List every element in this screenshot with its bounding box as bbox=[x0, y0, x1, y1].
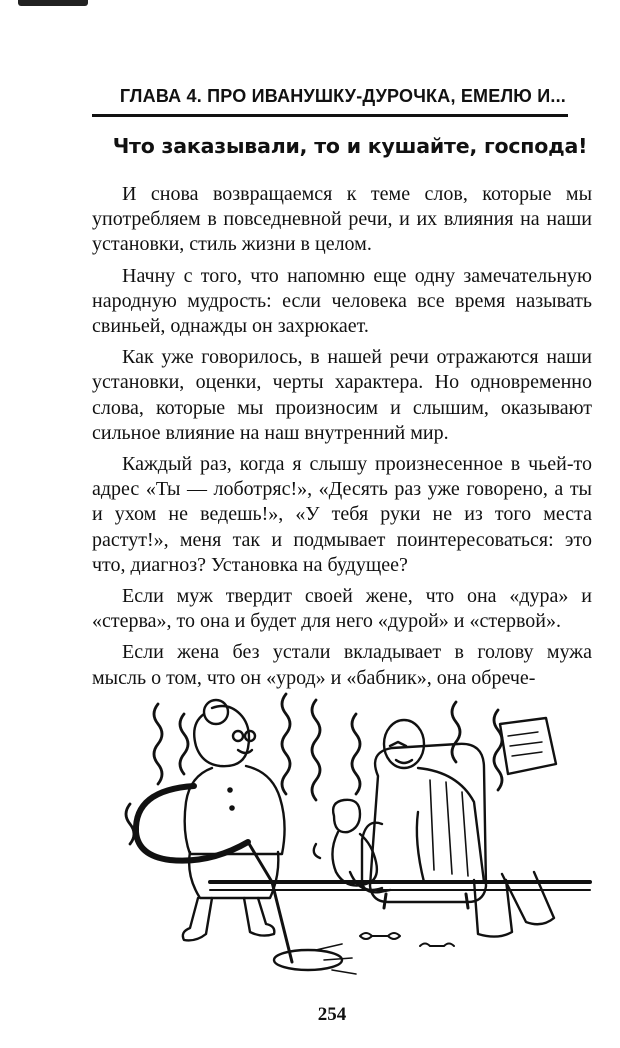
wavy-lines bbox=[126, 694, 502, 844]
paragraph: Если жена без устали вкладывает в голову мужа мысль о том, что он «урод» и «бабник», она обрече- bbox=[92, 641, 592, 689]
body-text bbox=[92, 182, 592, 697]
running-header: ГЛАВА 4. ПРО ИВАНУШКУ-ДУРОЧКА, ЕМЕЛЮ И... bbox=[119, 86, 566, 106]
paragraph: Как уже говорилось, в нашей речи отражаются наши установки, оценки, черты характера. Но одновременно слова, которые мы произносим и слышим, оказывают сильное влияние на наш внутренний мир. bbox=[92, 346, 592, 444]
corner-scan-mark bbox=[18, 0, 88, 6]
paragraph: Если муж твердит своей жене, что она «дура» и «стерва», то она и будет для него «дурой» и «стервой». bbox=[92, 585, 592, 633]
header-rule bbox=[92, 114, 568, 117]
paragraph: Каждый раз, когда я слышу произнесенное в чьей-то адрес «Ты — лоботряс!», «Десять раз уже говорено, а ты и ухом не ведешь!», «У тебя руки не из того места растут!», меня так и подмывает поинтересоваться: это что, диагноз? Установка на будущее? bbox=[92, 453, 592, 576]
section-title: Что заказывали, то и кушайте, господа! bbox=[112, 134, 588, 158]
man-in-armchair bbox=[362, 718, 556, 937]
paragraph: Начну с того, что напомню еще одну замечательную народную мудрость: если человека все время называть свиньей, однажды он захрюкает. bbox=[92, 264, 592, 338]
paragraph: И снова возвращаемся к теме слов, которые мы употребляем в повседневной речи, и их влияния на наши установки, стиль жизни в целом. bbox=[92, 183, 592, 256]
page-number: 254 bbox=[317, 1004, 347, 1025]
woman-figure bbox=[136, 700, 342, 970]
cartoon-couple-icon bbox=[120, 684, 600, 980]
